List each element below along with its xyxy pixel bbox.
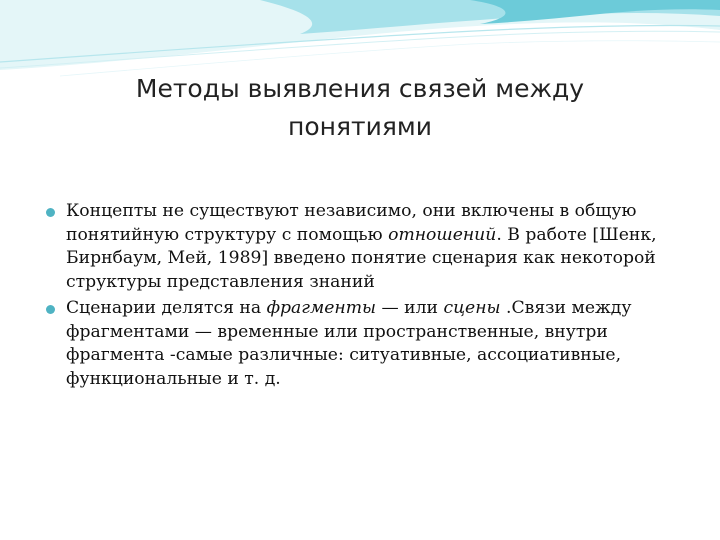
bullet-marker-icon [46, 305, 55, 314]
bullet-item-1 [46, 200, 666, 294]
bullet-2-text-part-3: .Связи между фрагментами — временные или пространственные, внутри фрагмента -самые различные: ситуативные, ассоциативные, функциональные и т. д. [66, 298, 632, 389]
bullet-1-text-part-1: Концепты не существуют независимо, они включены в общую понятийную структуру с помощью [66, 201, 637, 245]
bullet-2-emphasis-scenes: сцены [443, 298, 501, 318]
slide-title [60, 70, 660, 146]
bullet-list [46, 200, 666, 394]
bullet-2-text-part-1: Сценарии делятся на [66, 298, 267, 318]
slide-title-line-1: Методы выявления связей между [135, 74, 585, 103]
bullet-2-text-part-2: — или [376, 298, 444, 318]
wave-header-decoration [0, 0, 720, 80]
bullet-marker-icon [46, 208, 55, 217]
bullet-1-emphasis-relations: отношений [388, 224, 497, 245]
bullet-1-text-part-2: . В работе [Шенк, Бирнбаум, Мей, 1989] введено понятие сценария как некоторой структуры представления знаний [66, 224, 657, 292]
bullet-item-2 [46, 297, 666, 391]
bullet-2-emphasis-fragments: фрагменты [266, 298, 377, 318]
slide-title-line-2: понятиями [288, 112, 432, 141]
